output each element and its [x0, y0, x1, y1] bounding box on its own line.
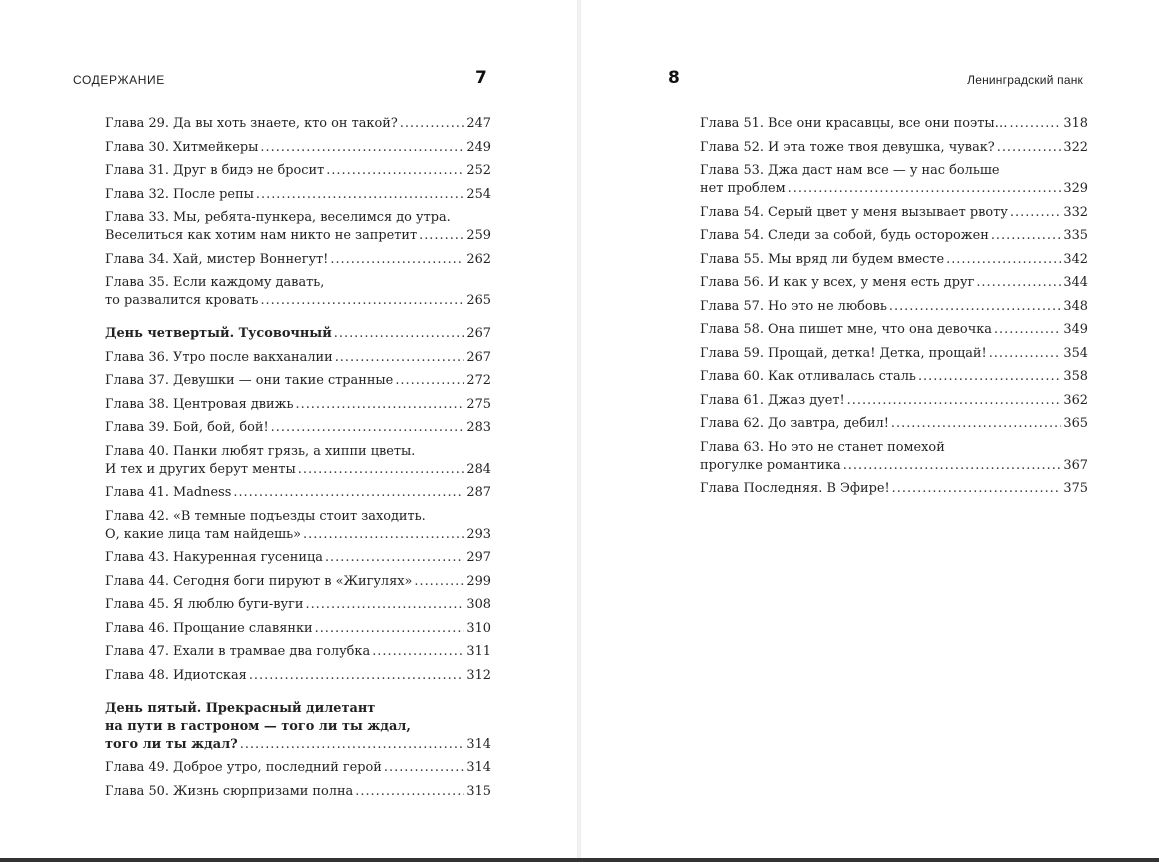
toc-entry-title: Глава 29. Да вы хоть знаете, кто он такой?	[105, 116, 398, 131]
toc-entry-title: Глава 40. Панки любят грязь, а хиппи цветы.	[105, 443, 416, 459]
toc-page-number: 348	[1063, 298, 1088, 314]
toc-page-number: 344	[1063, 275, 1088, 290]
dot-leader	[240, 736, 465, 754]
dot-leader	[335, 349, 465, 367]
dot-leader	[305, 596, 464, 614]
toc-section-entry	[105, 325, 491, 343]
dot-leader	[260, 292, 464, 310]
toc-page-number: 322	[1063, 139, 1088, 155]
toc-entry-title: Глава 41. Madness	[105, 485, 232, 500]
toc-entry-title: Глава 61. Джаз дует!	[700, 392, 845, 408]
dot-leader	[260, 139, 464, 157]
toc-page-number: 275	[466, 396, 491, 412]
toc-entry-title: О, какие лица там найдешь»	[105, 526, 301, 542]
toc-entry-title: Глава 36. Утро после вакханалии	[105, 349, 333, 365]
toc-entry	[700, 480, 1088, 498]
table-of-contents	[700, 115, 1088, 504]
dot-leader	[989, 345, 1062, 363]
dot-leader	[326, 162, 464, 180]
dot-leader	[891, 415, 1061, 433]
dot-leader	[976, 274, 1061, 292]
toc-entry-title: прогулке романтика	[700, 457, 841, 473]
toc-entry-title: Глава 35. Если каждому давать,	[105, 275, 325, 290]
toc-entry	[700, 115, 1088, 133]
dot-leader	[271, 419, 465, 437]
toc-entry-title: Глава 58. Она пишет мне, что она девочка	[700, 322, 992, 337]
toc-entry	[700, 227, 1088, 245]
toc-entry-title: Веселиться как хотим нам никто не запретит	[105, 228, 418, 243]
toc-page-number: 318	[1063, 116, 1088, 131]
toc-entry	[700, 415, 1088, 433]
toc-entry	[105, 783, 491, 801]
toc-page-number: 247	[466, 116, 491, 131]
toc-entry-title: Глава 52. И эта тоже твоя девушка, чувак?	[700, 139, 995, 155]
dot-leader	[256, 186, 464, 204]
toc-entry	[105, 162, 491, 180]
dot-leader	[400, 115, 465, 133]
right-page	[581, 0, 1159, 858]
toc-entry	[700, 274, 1088, 292]
dot-leader	[946, 251, 1061, 269]
dot-leader	[334, 325, 465, 343]
toc-entry	[105, 419, 491, 437]
toc-entry	[105, 115, 491, 133]
toc-page-number: 297	[466, 550, 491, 565]
dot-leader	[315, 620, 465, 638]
toc-page-number: 284	[466, 461, 491, 477]
dot-leader	[892, 480, 1062, 498]
toc-page-number: 315	[466, 783, 491, 799]
toc-entry-title: того ли ты ждал?	[105, 736, 238, 752]
running-header: СОДЕРЖАНИЕ	[73, 73, 165, 87]
toc-entry	[105, 549, 491, 567]
toc-page-number: 314	[466, 760, 491, 775]
toc-entry-title: Глава 54. Следи за собой, будь осторожен	[700, 228, 989, 243]
toc-page-number: 314	[466, 736, 491, 752]
toc-entry	[700, 345, 1088, 363]
toc-entry-title: Глава 54. Серый цвет у меня вызывает рвоту	[700, 204, 1008, 220]
dot-leader	[414, 573, 464, 591]
toc-page-number: 262	[466, 251, 491, 267]
toc-page-number: 365	[1063, 416, 1088, 431]
toc-entry-title: Глава 31. Друг в бидэ не бросит	[105, 163, 325, 178]
toc-entry	[105, 443, 491, 479]
dot-leader	[296, 396, 465, 414]
toc-entry	[105, 620, 491, 638]
dot-leader	[1010, 204, 1061, 222]
toc-entry-title: Глава 56. И как у всех, у меня есть друг	[700, 275, 975, 290]
dot-leader	[991, 227, 1062, 245]
dot-leader	[1010, 115, 1062, 133]
toc-entry-title: Глава 63. Но это не станет помехой	[700, 439, 945, 455]
toc-entry	[105, 573, 491, 591]
toc-entry-title: Глава 43. Накуренная гусеница	[105, 550, 323, 565]
toc-page-number: 287	[466, 485, 491, 500]
toc-entry-title: И тех и других берут менты	[105, 461, 296, 477]
toc-entry-title: Глава 48. Идиотская	[105, 667, 247, 683]
toc-entry-title: Глава 50. Жизнь сюрпризами полна	[105, 783, 354, 799]
toc-entry-title: Глава 55. Мы вряд ли будем вместе	[700, 251, 945, 267]
toc-entry-title: Глава 51. Все они красавцы, все они поэты…	[700, 116, 1008, 131]
page-number: 8	[668, 68, 680, 88]
toc-page-number: 283	[466, 420, 491, 435]
toc-entry-title: Глава 34. Хай, мистер Воннегут!	[105, 251, 329, 267]
toc-entry-title: Глава 57. Но это не любовь	[700, 298, 887, 314]
toc-page-number: 254	[466, 186, 491, 202]
toc-entry	[700, 392, 1088, 410]
toc-entry-title: Глава 60. Как отливалась сталь	[700, 369, 916, 384]
toc-entry-title: на пути в гастроном — того ли ты ждал,	[105, 718, 411, 734]
toc-entry	[105, 667, 491, 685]
toc-section-entry	[105, 700, 491, 754]
dot-leader	[298, 461, 465, 479]
toc-page-number: 332	[1063, 204, 1088, 220]
toc-page-number: 308	[466, 597, 491, 612]
toc-entry	[700, 368, 1088, 386]
toc-entry-title: Глава 62. До завтра, дебил!	[700, 416, 889, 431]
toc-entry	[105, 596, 491, 614]
toc-entry-title: Глава 59. Прощай, детка! Детка, прощай!	[700, 345, 987, 361]
left-page	[0, 0, 577, 858]
dot-leader	[994, 321, 1061, 339]
dot-leader	[303, 526, 464, 544]
dot-leader	[997, 139, 1062, 157]
toc-page-number: 349	[1063, 322, 1088, 337]
toc-entry	[105, 759, 491, 777]
toc-entry-title: Глава 46. Прощание славянки	[105, 620, 313, 636]
toc-entry-title: нет проблем	[700, 181, 786, 196]
toc-entry-title: Глава 45. Я люблю буги-вуги	[105, 597, 304, 612]
toc-entry	[105, 186, 491, 204]
table-of-contents	[105, 115, 491, 806]
toc-entry	[105, 349, 491, 367]
toc-entry-title: Глава 33. Мы, ребята-пункера, веселимся до утра.	[105, 210, 451, 225]
toc-entry-title: Глава 47. Ехали в трамвае два голубка	[105, 644, 371, 659]
toc-entry	[105, 274, 491, 310]
toc-page-number: 329	[1063, 181, 1088, 196]
toc-entry	[700, 139, 1088, 157]
dot-leader	[847, 392, 1062, 410]
dot-leader	[355, 783, 464, 801]
toc-page-number: 259	[466, 228, 491, 243]
toc-entry	[700, 321, 1088, 339]
page-number: 7	[475, 68, 487, 88]
toc-entry-title: то развалится кровать	[105, 293, 259, 308]
toc-entry-title: Глава 49. Доброе утро, последний герой	[105, 760, 382, 775]
toc-entry	[700, 298, 1088, 316]
toc-entry-title: Глава 44. Сегодня боги пируют в «Жигулях»	[105, 573, 413, 589]
toc-page-number: 335	[1063, 228, 1088, 243]
dot-leader	[233, 484, 464, 502]
dot-leader	[419, 227, 464, 245]
toc-page-number: 362	[1063, 392, 1088, 408]
toc-page-number: 299	[466, 573, 491, 589]
toc-entry-title: Глава 53. Джа даст нам все — у нас больше	[700, 163, 1000, 178]
toc-page-number: 267	[466, 326, 491, 341]
dot-leader	[249, 667, 465, 685]
toc-entry	[700, 439, 1088, 475]
toc-entry-title: Глава 38. Центровая движь	[105, 396, 294, 412]
toc-entry-title: Глава 32. После репы	[105, 186, 254, 202]
toc-entry	[105, 508, 491, 544]
toc-entry	[700, 204, 1088, 222]
toc-entry-title: День четвертый. Тусовочный	[105, 326, 332, 341]
toc-page-number: 358	[1063, 369, 1088, 384]
toc-entry	[105, 643, 491, 661]
toc-entry-title: Глава 37. Девушки — они такие странные	[105, 373, 394, 388]
toc-entry-title: День пятый. Прекрасный дилетант	[105, 700, 376, 716]
toc-entry	[105, 372, 491, 390]
toc-page-number: 252	[466, 163, 491, 178]
toc-page-number: 354	[1063, 345, 1088, 361]
toc-entry	[700, 251, 1088, 269]
toc-page-number: 342	[1063, 251, 1088, 267]
toc-entry-title: Глава 39. Бой, бой, бой!	[105, 420, 269, 435]
dot-leader	[889, 298, 1062, 316]
toc-page-number: 311	[466, 644, 491, 659]
dot-leader	[395, 372, 464, 390]
toc-page-number: 272	[466, 373, 491, 388]
toc-entry	[105, 251, 491, 269]
toc-page-number: 310	[466, 620, 491, 636]
toc-entry	[105, 209, 491, 245]
toc-page-number: 293	[466, 526, 491, 542]
toc-page-number: 249	[466, 139, 491, 155]
toc-page-number: 265	[466, 293, 491, 308]
dot-leader	[325, 549, 464, 567]
dot-leader	[918, 368, 1061, 386]
toc-entry	[700, 162, 1088, 198]
running-header: Ленинградский панк	[967, 73, 1083, 87]
toc-entry-title: Глава Последняя. В Эфире!	[700, 481, 890, 496]
dot-leader	[843, 457, 1062, 475]
dot-leader	[372, 643, 464, 661]
toc-page-number: 375	[1063, 481, 1088, 496]
page-edge	[0, 858, 1159, 862]
toc-entry-title: Глава 30. Хитмейкеры	[105, 139, 259, 155]
toc-entry-title: Глава 42. «В темные подъезды стоит заходить.	[105, 508, 426, 524]
toc-page-number: 312	[466, 667, 491, 683]
toc-page-number: 367	[1063, 457, 1088, 473]
toc-page-number: 267	[466, 349, 491, 365]
toc-entry	[105, 484, 491, 502]
toc-entry	[105, 396, 491, 414]
toc-entry	[105, 139, 491, 157]
dot-leader	[330, 251, 464, 269]
dot-leader	[788, 180, 1062, 198]
dot-leader	[384, 759, 464, 777]
